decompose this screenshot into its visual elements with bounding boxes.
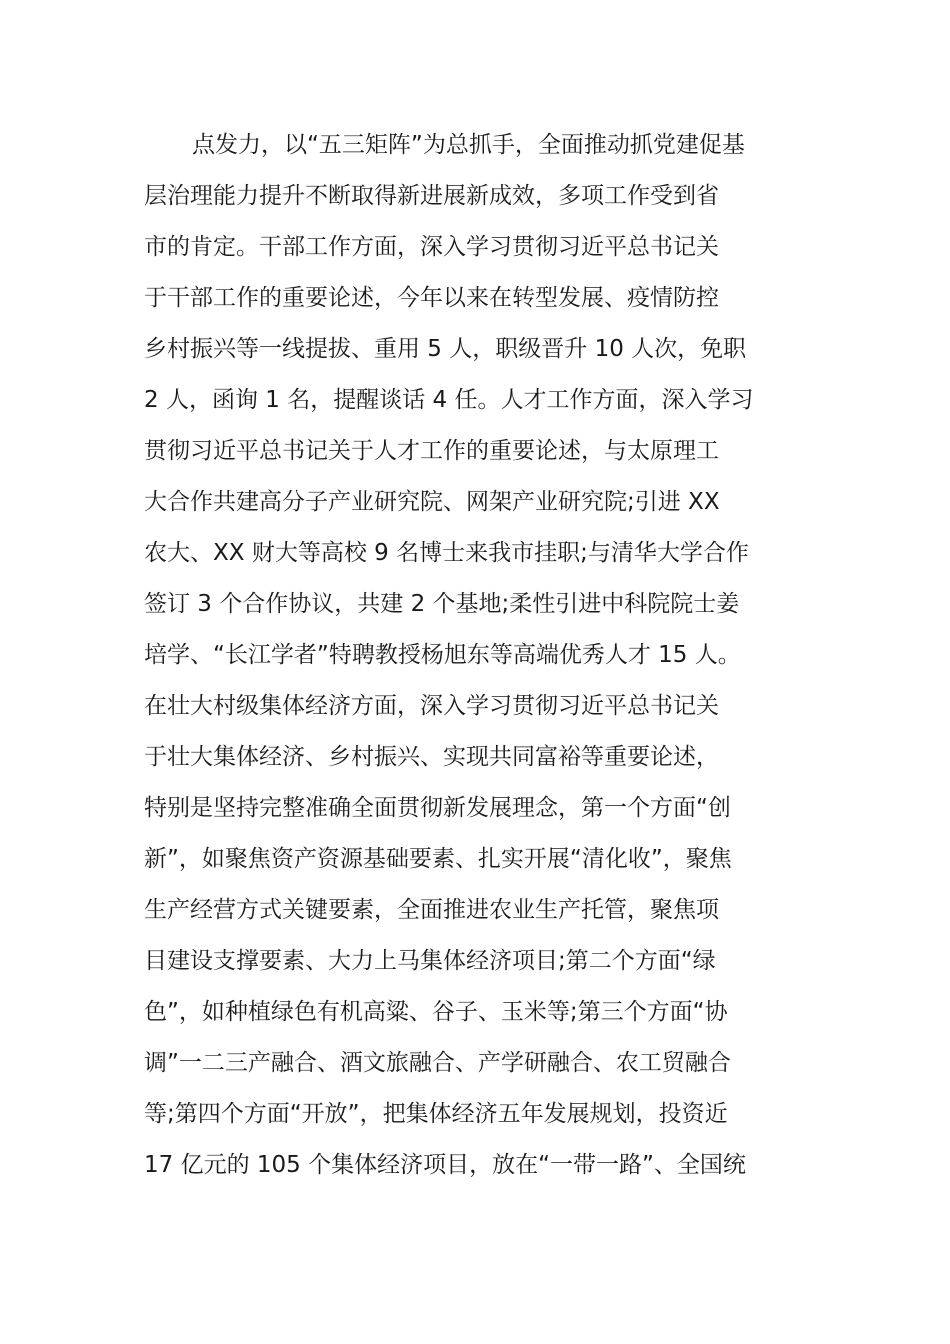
text-line: 新”，如聚焦资产资源基础要素、扎实开展“清化收”，聚焦 [144,846,732,872]
text-line: 贯彻习近平总书记关于人才工作的重要论述，与太原理工 [144,438,719,464]
text-line: 等;第四个方面“开放”，把集体经济五年发展规划，投资近 [144,1101,728,1127]
body-paragraph [144,120,814,1191]
text-line: 2 人，函询 1 名，提醒谈话 4 任。人才工作方面，深入学习 [144,387,754,413]
text-line: 目建设支撑要素、大力上马集体经济项目;第二个方面“绿 [144,948,716,974]
text-line: 在壮大村级集体经济方面，深入学习贯彻习近平总书记关 [144,693,719,719]
text-line: 乡村振兴等一线提拔、重用 5 人，职级晋升 10 人次，免职 [144,336,747,362]
text-line: 于干部工作的重要论述，今年以来在转型发展、疫情防控 [144,285,719,311]
text-line: 调”一二三产融合、酒文旅融合、产学研融合、农工贸融合 [144,1050,731,1076]
text-line: 特别是坚持完整准确全面贯彻新发展理念，第一个方面“创 [144,795,731,821]
text-line: 色”，如种植绿色有机高粱、谷子、玉米等;第三个方面“协 [144,999,728,1025]
text-line: 农大、XX 财大等高校 9 名博士来我市挂职;与清华大学合作 [144,540,749,566]
text-line: 大合作共建高分子产业研究院、网架产业研究院;引进 XX [144,489,720,515]
text-line: 培学、“长江学者”特聘教授杨旭东等高端优秀人才 15 人。 [144,642,741,668]
text-line: 市的肯定。干部工作方面，深入学习贯彻习近平总书记关 [144,234,719,260]
text-line: 17 亿元的 105 个集体经济项目，放在“一带一路”、全国统 [144,1152,746,1178]
text-line: 点发力，以“五三矩阵”为总抓手，全面推动抓党建促基 [192,132,745,158]
text-line: 生产经营方式关键要素，全面推进农业生产托管，聚焦项 [144,897,719,923]
text-line: 于壮大集体经济、乡村振兴、实现共同富裕等重要论述， [144,744,719,770]
text-line: 层治理能力提升不断取得新进展新成效，多项工作受到省 [144,183,719,209]
text-line: 签订 3 个合作协议，共建 2 个基地;柔性引进中科院院士姜 [144,591,740,617]
